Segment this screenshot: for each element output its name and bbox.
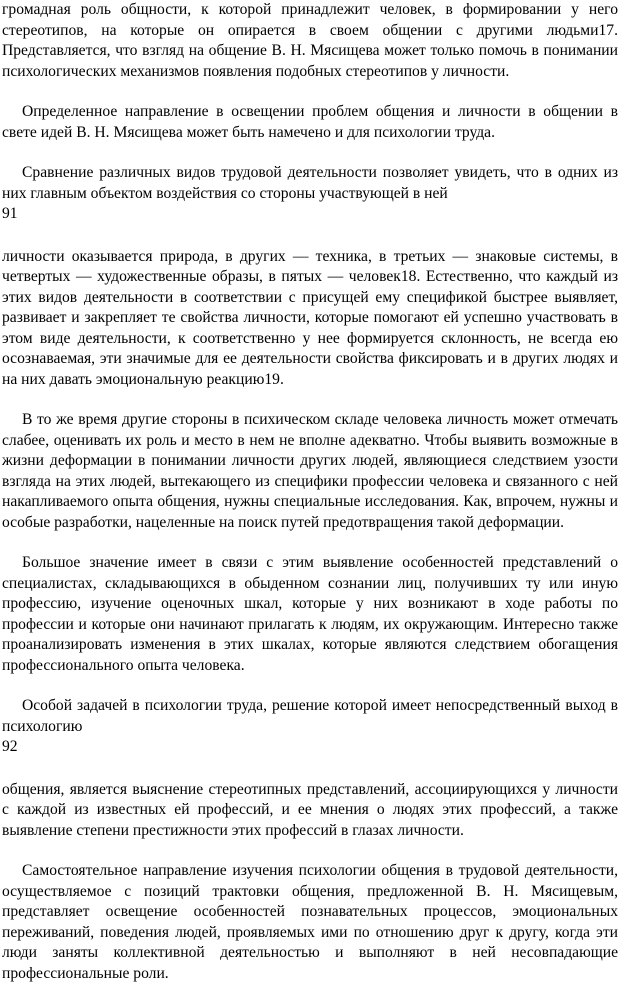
paragraph-6: Большое значение имеет в связи с этим выявление особенностей представлений о специалистах, складывающихся в обыденном сознании лиц, получивших ту или иную профессию, изучение оценочных шкал, которые у них возникают в ходе работы по профессии и которые они начинают прилагать к людям, их окружающим. Интересно также проанализировать изменения в этих шкалах, которые являются следствием обогащения профессионального опыта человека. xyxy=(2,554,618,674)
page-number-91: 91 xyxy=(2,205,18,222)
paragraph-9: Самостоятельное направление изучения психологии общения в трудовой деятельности, осуществляемое с позиций трактовки общения, предложенной В. Н. Мясищевым, представляет освещение особенностей познавательных процессов, эмоциональных переживаний, поведения людей, проявляемых ими по отношению друг к другу, когда эти люди заняты коллективной деятельностью и выполняют в ней несовпадающие профессиональные роли. xyxy=(2,862,618,982)
paragraph-2: Определенное направление в освещении проблем общения и личности в общении в свете идей В. Н. Мясищева может быть намечено и для психологии труда. xyxy=(2,103,618,141)
document-page xyxy=(2,0,618,984)
paragraph-5: В то же время другие стороны в психическом складе человека личность может отмечать слабее, оценивать их роль и место в нем не вполне адекватно. Чтобы выявить возможные в жизни деформации в понимании личности других людей, являющиеся следствием узости взгляда на этих людей, вытекающего из специфики профессии человека и связанного с ней накапливаемого опыта общения, нужны специальные исследования. Как, впрочем, нужны и особые разработки, нацеленные на поиск путей предотвращения такой деформации. xyxy=(2,411,618,531)
paragraph-8: общения, является выяснение стереотипных представлений, ассоциирующихся у личности с каждой из известных ей профессий, и ее мнения о людях этих профессий, а также выявление степени престижности этих профессий в глазах личности. xyxy=(2,780,618,839)
paragraph-3: Сравнение различных видов трудовой деятельности позволяет увидеть, что в одних из них главным объектом воздействия со стороны участвующей в ней xyxy=(2,164,618,202)
paragraph-1: громадная роль общности, к которой принадлежит человек, в формировании у него стереотипов, на которые он опирается в своем общении с другими людьми17. Представляется, что взгляд на общение В. Н. Мясищева может только помочь в понимании психологических механизмов появления подобных стереотипов у личности. xyxy=(2,1,618,80)
paragraph-7: Особой задачей в психологии труда, решение которой имеет непосредственный выход в психологию xyxy=(2,697,618,735)
paragraph-4: личности оказывается природа, в других — техника, в третьих — знаковые системы, в четвертых — художественные образы, в пятых — человек18. Естественно, что каждый из этих видов деятельности в соответствии с присущей ему спецификой быстрее выявляет, развивает и закрепляет те свойства личности, которые помогают ей успешно участвовать в этом виде деятельности, к соответственно у нее формируется склонность, не всегда ею осознаваемая, эти значимые для ее деятельности свойства фиксировать и в других людях и на них давать эмоциональную реакцию19. xyxy=(2,247,618,388)
page-number-92: 92 xyxy=(2,738,18,755)
